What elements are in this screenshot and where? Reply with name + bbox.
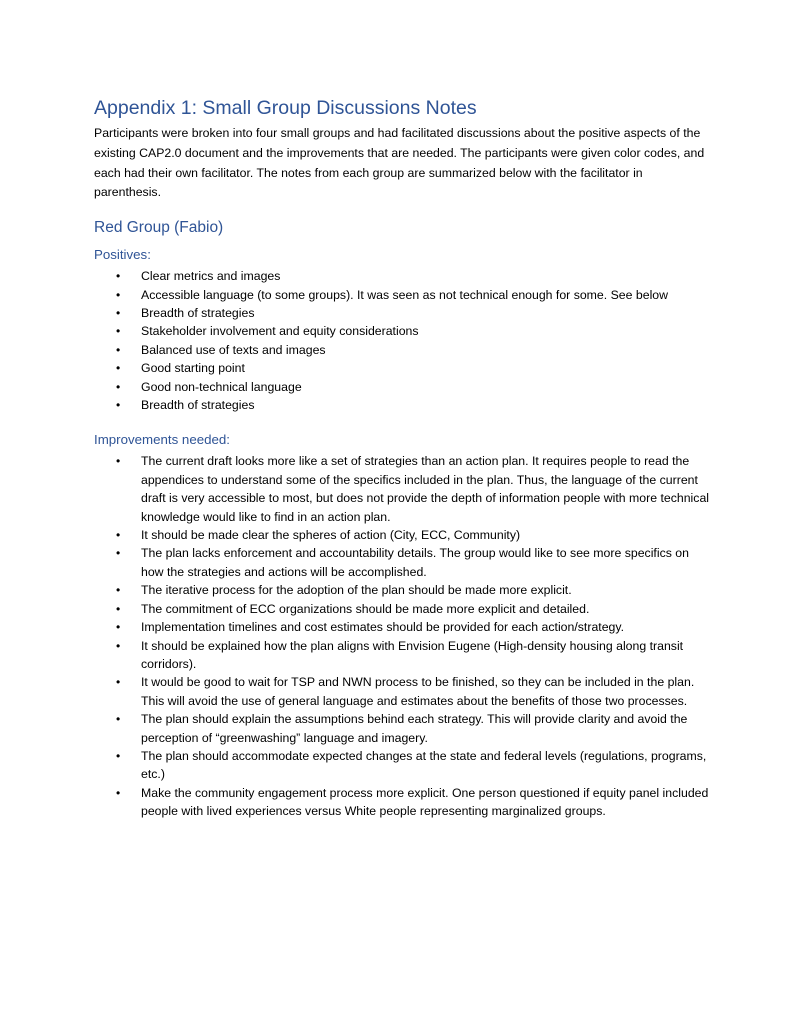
positives-list	[94, 267, 710, 414]
red-group-heading: Red Group (Fabio)	[94, 219, 224, 237]
list-item	[94, 322, 710, 340]
bullet-icon: •	[116, 306, 121, 320]
bullet-icon: •	[116, 528, 121, 543]
bullet-icon: •	[116, 361, 121, 376]
list-item-text: Clear metrics and images	[141, 269, 281, 284]
list-item-text: Stakeholder involvement and equity considerations	[141, 324, 419, 339]
list-item	[94, 544, 710, 581]
bullet-icon: •	[116, 601, 121, 616]
bullet-icon: •	[116, 546, 121, 561]
list-item-text: It should be made clear the spheres of action (City, ECC, Community)	[141, 528, 521, 543]
bullet-icon: •	[116, 454, 121, 469]
list-item	[94, 304, 710, 322]
positives-heading: Positives:	[94, 247, 151, 263]
list-item	[94, 710, 710, 747]
bullet-icon: •	[116, 748, 121, 763]
list-item-text: Breadth of strategies	[141, 306, 255, 320]
list-item-text: The plan should explain the assumptions behind each strategy. This will provide clarity and avoid the perception of “greenwashing” language and imagery.	[141, 712, 688, 745]
list-item-text: Implementation timelines and cost estimates should be provided for each action/strategy.	[141, 620, 625, 635]
bullet-icon: •	[116, 785, 121, 800]
list-item-text: Good starting point	[141, 361, 245, 376]
document-page	[94, 96, 710, 821]
improvements-heading: Improvements needed:	[94, 432, 231, 448]
list-item-text: Make the community engagement process more explicit. One person questioned if equity panel included people with lived experiences versus White people representing marginalized groups.	[141, 785, 709, 819]
list-item-text: The plan lacks enforcement and accountability details. The group would like to see more specifics on how the strategies and actions will be accomplished.	[141, 546, 689, 579]
list-item	[94, 359, 710, 377]
bullet-icon: •	[116, 324, 121, 339]
list-item-text: Accessible language (to some groups). It was seen as not technical enough for some. See below	[141, 287, 669, 302]
improvements-list	[94, 452, 710, 820]
bullet-icon: •	[116, 638, 121, 653]
bullet-icon: •	[116, 583, 121, 598]
list-item-text: It should be explained how the plan aligns with Envision Eugene (High-density housing along transit corridors).	[141, 638, 684, 671]
bullet-icon: •	[116, 287, 121, 302]
bullet-icon: •	[116, 398, 121, 413]
list-item	[94, 378, 710, 396]
list-item	[94, 267, 710, 285]
list-item-text: The commitment of ECC organizations should be made more explicit and detailed.	[141, 601, 590, 616]
intro-paragraph: Participants were broken into four small groups and had facilitated discussions about the positive aspects of the existing CAP2.0 document and the improvements that are needed. The participants were given color codes, and each had their own facilitator. The notes from each group are summarized below with the facilitator in parenthesis.	[94, 126, 705, 200]
page-title: Appendix 1: Small Group Discussions Notes	[94, 97, 477, 119]
list-item-text: The current draft looks more like a set of strategies than an action plan. It requires people to read the appendices to understand some of the specifics included in the plan. Thus, the language of the current draft is very accessible to most, but does not provide the depth of information people with more technical knowledge would like to find in an action plan.	[141, 454, 710, 524]
bullet-icon: •	[116, 342, 121, 357]
list-item	[94, 452, 710, 526]
list-item	[94, 637, 710, 674]
list-item	[94, 286, 710, 304]
bullet-icon: •	[116, 675, 121, 690]
list-item-text: Good non-technical language	[141, 379, 302, 394]
bullet-icon: •	[116, 269, 121, 284]
bullet-icon: •	[116, 620, 121, 635]
list-item	[94, 673, 710, 710]
list-item	[94, 784, 710, 821]
list-item-text: The iterative process for the adoption of the plan should be made more explicit.	[141, 583, 572, 598]
list-item-text: Breadth of strategies	[141, 398, 255, 413]
bullet-icon: •	[116, 712, 121, 727]
list-item-text: It would be good to wait for TSP and NWN process to be finished, so they can be included in the plan. This will avoid the use of general language and estimates about the benefits of those two processes.	[141, 675, 695, 708]
list-item-text: Balanced use of texts and images	[141, 342, 326, 357]
list-item	[94, 526, 710, 544]
list-item	[94, 581, 710, 599]
list-item	[94, 600, 710, 618]
list-item	[94, 341, 710, 359]
list-item-text: The plan should accommodate expected changes at the state and federal levels (regulations, programs, etc.)	[141, 748, 707, 782]
bullet-icon: •	[116, 379, 121, 394]
list-item	[94, 747, 710, 784]
list-item	[94, 396, 710, 414]
list-item	[94, 618, 710, 636]
